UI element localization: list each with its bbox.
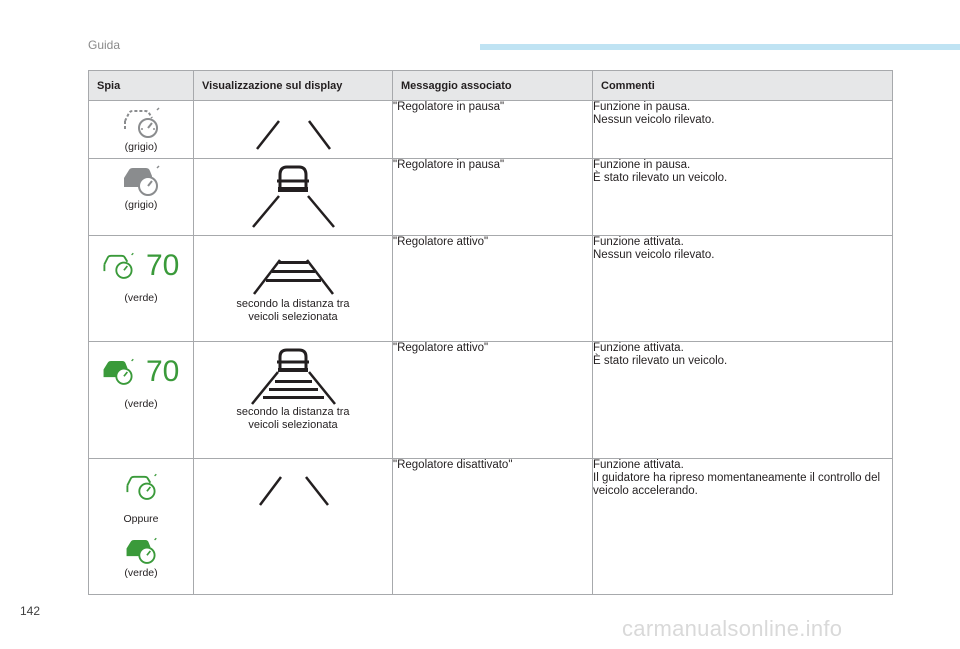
speedometer-car-icon	[101, 358, 135, 386]
warning-lights-table	[88, 70, 893, 595]
message-cell: "Regolatore disattivato"	[393, 459, 593, 595]
table-row	[89, 236, 893, 342]
vehicle-lane-icon	[194, 159, 393, 235]
comment-line: Funzione in pausa.	[593, 101, 691, 113]
spia-caption: (grigio)	[124, 141, 158, 153]
table-row	[89, 159, 893, 236]
vehicle-lane-icon	[194, 346, 393, 408]
spia-caption: (verde)	[124, 292, 158, 304]
col-display: Visualizzazione sul display	[194, 71, 393, 101]
lane-lines-icon	[194, 240, 393, 302]
page-number: 142	[20, 604, 41, 618]
comment-line: Funzione in pausa.	[593, 159, 691, 171]
table-row	[89, 342, 893, 459]
message-cell: "Regolatore in pausa"	[393, 101, 593, 159]
comment-line: Nessun veicolo rilevato.	[593, 114, 715, 126]
col-spia: Spia	[89, 71, 194, 101]
section-bar	[480, 44, 960, 50]
message-cell: "Regolatore attivo"	[393, 342, 593, 459]
speedometer-car-icon	[121, 107, 161, 139]
watermark: carmanualsonline.info	[622, 616, 843, 641]
speed-value: 70	[146, 355, 180, 388]
comment-line: È stato rilevato un veicolo.	[593, 172, 728, 184]
spia-caption: (verde)	[124, 567, 158, 579]
col-comments: Commenti	[593, 71, 893, 101]
spia-caption: (verde)	[124, 398, 158, 410]
vehicle-front-icon	[277, 350, 309, 372]
table-row	[89, 459, 893, 595]
comment-line: Funzione attivata.	[593, 342, 684, 354]
comment-line: Il guidatore ha ripreso momentaneamente il controllo del veicolo accelerando.	[593, 472, 881, 497]
table-header	[89, 71, 893, 101]
display-caption: secondo la distanza tra veicoli selezionata	[236, 406, 350, 431]
message-cell: "Regolatore attivo"	[393, 236, 593, 342]
comment-line: È stato rilevato un veicolo.	[593, 355, 728, 367]
section-label: Guida	[88, 38, 121, 52]
col-message: Messaggio associato	[393, 71, 593, 101]
vehicle-front-icon	[277, 167, 309, 192]
comment-line: Funzione attivata.	[593, 236, 684, 248]
lane-lines-icon	[194, 463, 393, 513]
spia-caption: (grigio)	[124, 199, 158, 211]
message-cell: "Regolatore in pausa"	[393, 159, 593, 236]
distance-bars	[263, 380, 324, 399]
table-row	[89, 101, 893, 159]
spia-caption-or: Oppure	[123, 513, 159, 525]
speedometer-car-icon	[124, 537, 158, 565]
distance-bars	[266, 261, 321, 282]
speedometer-car-icon	[124, 473, 158, 501]
speed-value: 70	[146, 249, 180, 282]
comment-line: Funzione attivata.	[593, 459, 684, 471]
speedometer-car-icon	[121, 165, 161, 197]
display-caption: secondo la distanza tra veicoli selezionata	[236, 298, 350, 323]
lane-lines-icon	[194, 101, 393, 158]
comment-line: Nessun veicolo rilevato.	[593, 249, 715, 261]
speedometer-car-icon	[101, 252, 135, 280]
